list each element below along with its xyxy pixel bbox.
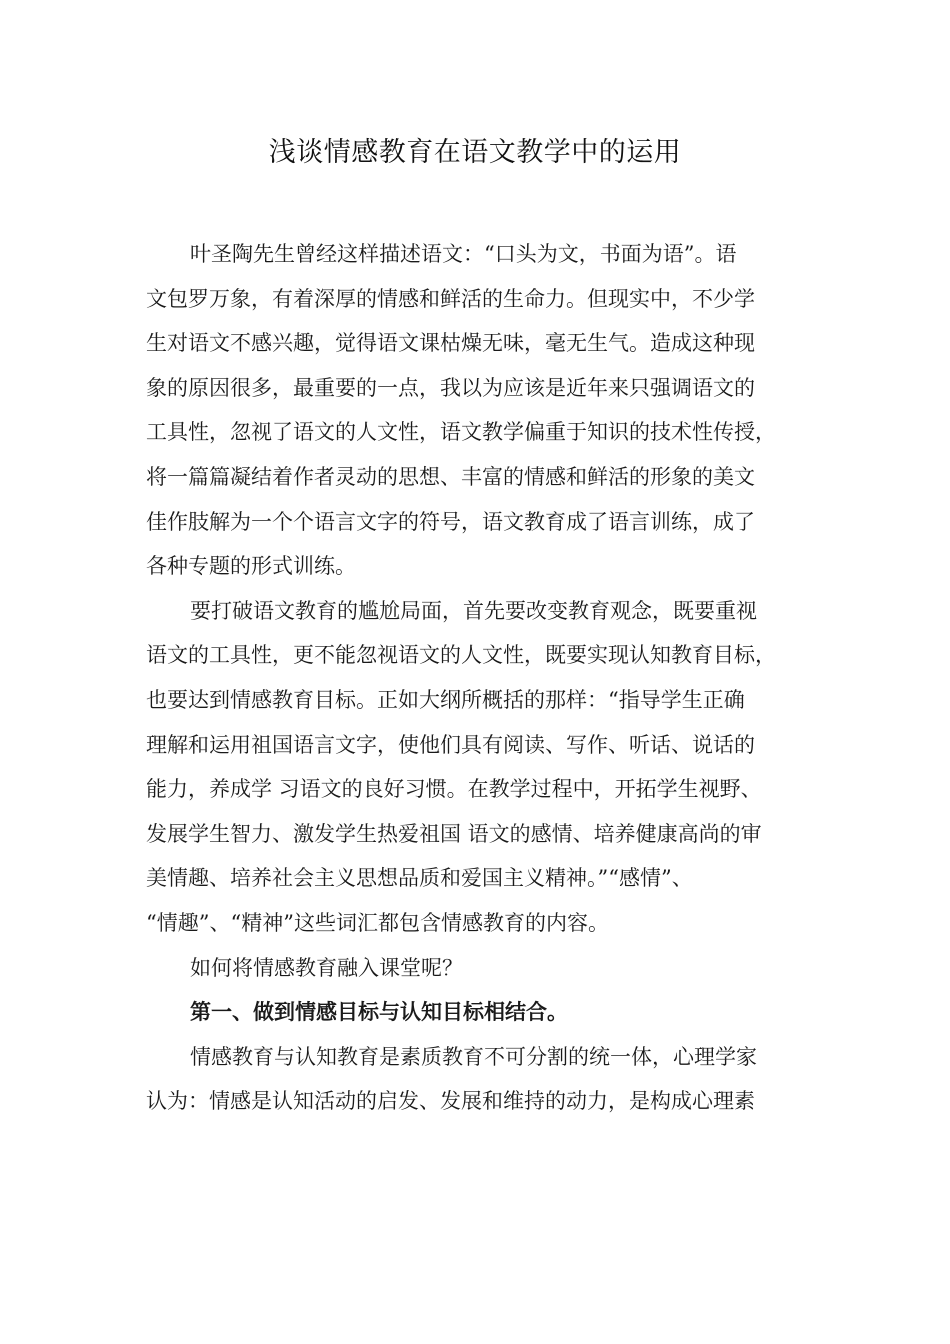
document-title: 浅谈情感教育在语文教学中的运用 xyxy=(268,137,682,168)
paragraph-line: 叶圣陶先生曾经这样描述语文：“口头为文，书面为语”。语 xyxy=(190,242,737,266)
paragraph-line: 佳作肢解为一个个语言文字的符号，语文教育成了语言训练，成了 xyxy=(146,509,755,534)
paragraph-line: 各种专题的形式训练。 xyxy=(146,554,356,579)
paragraph-line: “情趣”、“精神”这些词汇都包含情感教育的内容。 xyxy=(146,910,609,935)
paragraph-line: 文包罗万象，有着深厚的情感和鲜活的生命力。但现实中，不少学 xyxy=(146,286,755,311)
paragraph-line: 生对语文不感兴趣，觉得语文课枯燥无味，毫无生气。造成这种现 xyxy=(146,331,755,356)
paragraph-line: 如何将情感教育融入课堂呢？ xyxy=(190,955,463,980)
paragraph-line: 语文的工具性，更不能忽视语文的人文性，既要实现认知教育目标， xyxy=(146,643,776,668)
paragraph-line: 也要达到情感教育目标。正如大纲所概括的那样：“指导学生正确 xyxy=(146,687,745,712)
paragraph-line: 理解和运用祖国语言文字，使他们具有阅读、写作、听话、说话的 xyxy=(146,732,755,757)
paragraph-line: 认为：情感是认知活动的启发、发展和维持的动力，是构成心理素 xyxy=(146,1089,755,1114)
paragraph-line: 工具性，忽视了语文的人文性，语文教学偏重于知识的技术性传授， xyxy=(146,420,776,445)
document-body xyxy=(146,232,826,1124)
section-heading: 第一、做到情感目标与认知目标相结合。 xyxy=(190,1000,568,1025)
paragraph-line: 要打破语文教育的尴尬局面，首先要改变教育观念，既要重视 xyxy=(190,598,757,623)
paragraph-line: 将一篇篇凝结着作者灵动的思想、丰富的情感和鲜活的形象的美文 xyxy=(146,464,755,489)
paragraph-line: 美情趣、培养社会主义思想品质和爱国主义精神。”“感情”、 xyxy=(146,866,693,891)
paragraph-line: 象的原因很多，最重要的一点，我以为应该是近年来只强调语文的 xyxy=(146,375,755,400)
paragraph-line: 能力，养成学 习语文的良好习惯。在教学过程中，开拓学生视野、 xyxy=(146,777,762,802)
paragraph-line: 情感教育与认知教育是素质教育不可分割的统一体，心理学家 xyxy=(190,1044,757,1069)
paragraph-line: 发展学生智力、激发学生热爱祖国 语文的感情、培养健康高尚的审 xyxy=(146,821,762,846)
